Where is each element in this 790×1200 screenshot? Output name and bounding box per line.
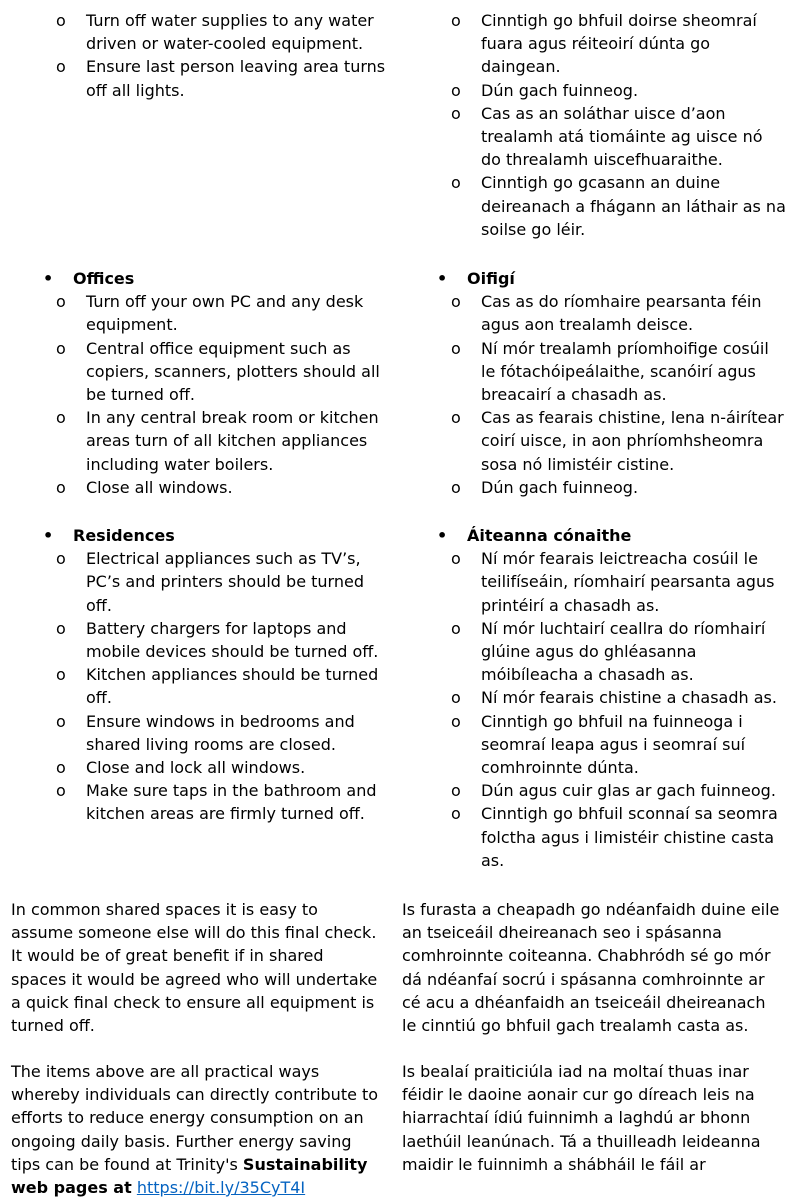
circle-bullet-icon: o xyxy=(56,549,66,569)
circle-bullet-icon: o xyxy=(56,618,66,638)
circle-bullet-icon: o xyxy=(451,618,461,638)
section-heading: • Áiteanna cónaithe xyxy=(400,524,786,547)
offices-section-ga xyxy=(400,267,786,499)
circle-bullet-icon: o xyxy=(451,688,461,708)
circle-bullet-icon: o xyxy=(56,758,66,778)
section-heading: • Offices xyxy=(0,267,386,290)
list-item: o Cinntigh go gcasann an duine deireanach a fhágann an láthair as na soilse go léir. xyxy=(451,173,786,239)
circle-bullet-icon: o xyxy=(56,57,66,77)
list-item: o Dún agus cuir glas ar gach fuinneog. xyxy=(400,779,786,802)
list-item: o Cinntigh go bhfuil sconnaí sa seomra folctha agus i limistéir chistine casta as. xyxy=(451,804,778,870)
shared-spaces-paragraph-ga: Is furasta a cheapadh go ndéanfaidh duine eile an tseiceáil dheireanach seo i spásanna comhroinnte coiteanna. Chabhródh sé go mór dá ndéanfaí socrú i spásanna comhroinnte ar cé acu a dhéanfaidh an tseiceáil dheireanach le cinntiú go bhfuil gach trealamh casta as. xyxy=(402,900,780,1036)
circle-bullet-icon: o xyxy=(451,408,461,428)
circle-bullet-icon: o xyxy=(56,408,66,428)
circle-bullet-icon: o xyxy=(451,80,461,100)
list-item: o Turn off your own PC and any desk equipment. xyxy=(56,292,364,335)
sustainability-pages-label: Sustainability web pages at xyxy=(11,1154,368,1198)
list-item: o Battery chargers for laptops and mobile devices should be turned off. xyxy=(56,618,379,661)
list-item: o Kitchen appliances should be turned off. xyxy=(56,665,379,708)
list-item: o Dún gach fuinneog. xyxy=(400,476,786,499)
circle-bullet-icon: o xyxy=(451,292,461,312)
circle-bullet-icon: o xyxy=(56,665,66,685)
list-item: o Cas as an soláthar uisce d’aon trealamh atá tiomáinte ag uisce nó do threalamh uiscefhuaraithe. xyxy=(451,103,763,170)
list-item: o Cinntigh go bhfuil na fuinneoga i seomraí leapa agus i seomraí suí comhroinnte dúnta. xyxy=(451,711,746,778)
list-item: o Ní mór fearais leictreacha cosúil le teilifíseáin, ríomhairí pearsanta agus printéirí a chasadh as. xyxy=(451,549,775,615)
section-heading: • Oifigí xyxy=(400,267,786,290)
closing-paragraph-en: The items above are all practical ways whereby individuals can directly contribute to efforts to reduce energy consumption on an ongoing daily basis. Further energy saving tips can be found at Trinity's Sustainability web pages at https://bit.ly/35CyT4I xyxy=(11,1062,379,1198)
list-item: o Ensure last person leaving area turns off all lights. xyxy=(56,57,386,100)
sustainability-link[interactable]: https://bit.ly/35CyT4I xyxy=(136,1178,306,1198)
circle-bullet-icon: o xyxy=(56,477,66,497)
top-list-en xyxy=(0,9,386,102)
bullet-icon: • xyxy=(43,526,54,545)
shared-spaces-paragraph-en: In common shared spaces it is easy to assume someone else will do this final check. It would be of great benefit if in shared spaces it would be agreed who will undertake a quick final check to ensure all equipment is turned off. xyxy=(11,900,378,1036)
list-item: o Cas as fearais chistine, lena n-áirítear coirí uisce, in aon phríomhsheomra sosa nó limistéir cistine. xyxy=(451,408,784,474)
residences-section-ga xyxy=(400,524,786,872)
circle-bullet-icon: o xyxy=(56,781,66,801)
list-item: o Ní mór luchtairí ceallra do ríomhairí glúine agus do ghléasanna móibíleacha a chasadh as. xyxy=(451,618,766,685)
circle-bullet-icon: o xyxy=(451,781,461,801)
bullet-icon: • xyxy=(437,526,448,545)
list-item: o Central office equipment such as copiers, scanners, plotters should all be turned off. xyxy=(56,338,380,404)
circle-bullet-icon: o xyxy=(451,103,461,123)
circle-bullet-icon: o xyxy=(451,549,461,569)
circle-bullet-icon: o xyxy=(451,477,461,497)
list-item: o Cinntigh go bhfuil doirse sheomraí fuara agus réiteoirí dúnta go daingean. xyxy=(451,11,757,77)
circle-bullet-icon: o xyxy=(56,711,66,731)
circle-bullet-icon: o xyxy=(56,292,66,312)
list-item: o Cas as do ríomhaire pearsanta féin agus aon trealamh deisce. xyxy=(451,292,762,335)
residences-section-en xyxy=(0,524,386,826)
list-item: o Ní mór trealamh príomhoifige cosúil le fótachóipeálaithe, scanóirí agus breacairí a chasadh as. xyxy=(451,338,769,404)
list-item: o Turn off water supplies to any water driven or water-cooled equipment. xyxy=(56,11,374,54)
circle-bullet-icon: o xyxy=(451,173,461,193)
list-item: o Electrical appliances such as TV’s, PC’s and printers should be turned off. xyxy=(56,549,364,615)
offices-section-en xyxy=(0,267,386,499)
closing-paragraph-ga: Is bealaí praiticiúla iad na moltaí thuas inar féidir le daoine aonair cur go díreach leis na hiarrachtaí ídiú fuinnimh a laghdú ar bhonn laethúil leanúnach. Tá a thuilleadh leideanna maidir le fuinnimh a shábháil le fáil ar xyxy=(402,1062,761,1174)
list-item: o Dún gach fuinneog. xyxy=(400,79,786,102)
section-heading: • Residences xyxy=(0,524,386,547)
circle-bullet-icon: o xyxy=(451,711,461,731)
list-item: o In any central break room or kitchen areas turn of all kitchen appliances including water boilers. xyxy=(56,408,379,474)
list-item: o Close all windows. xyxy=(0,476,386,499)
circle-bullet-icon: o xyxy=(56,11,66,30)
list-item: o Ensure windows in bedrooms and shared living rooms are closed. xyxy=(56,711,355,754)
top-list-ga xyxy=(400,9,786,241)
list-item: o Close and lock all windows. xyxy=(0,756,386,779)
circle-bullet-icon: o xyxy=(451,804,461,824)
list-item: o Ní mór fearais chistine a chasadh as. xyxy=(400,686,786,709)
bullet-icon: • xyxy=(437,269,448,288)
circle-bullet-icon: o xyxy=(451,338,461,358)
bullet-icon: • xyxy=(43,269,54,288)
circle-bullet-icon: o xyxy=(451,11,461,30)
list-item: o Make sure taps in the bathroom and kitchen areas are firmly turned off. xyxy=(56,781,377,824)
circle-bullet-icon: o xyxy=(56,338,66,358)
